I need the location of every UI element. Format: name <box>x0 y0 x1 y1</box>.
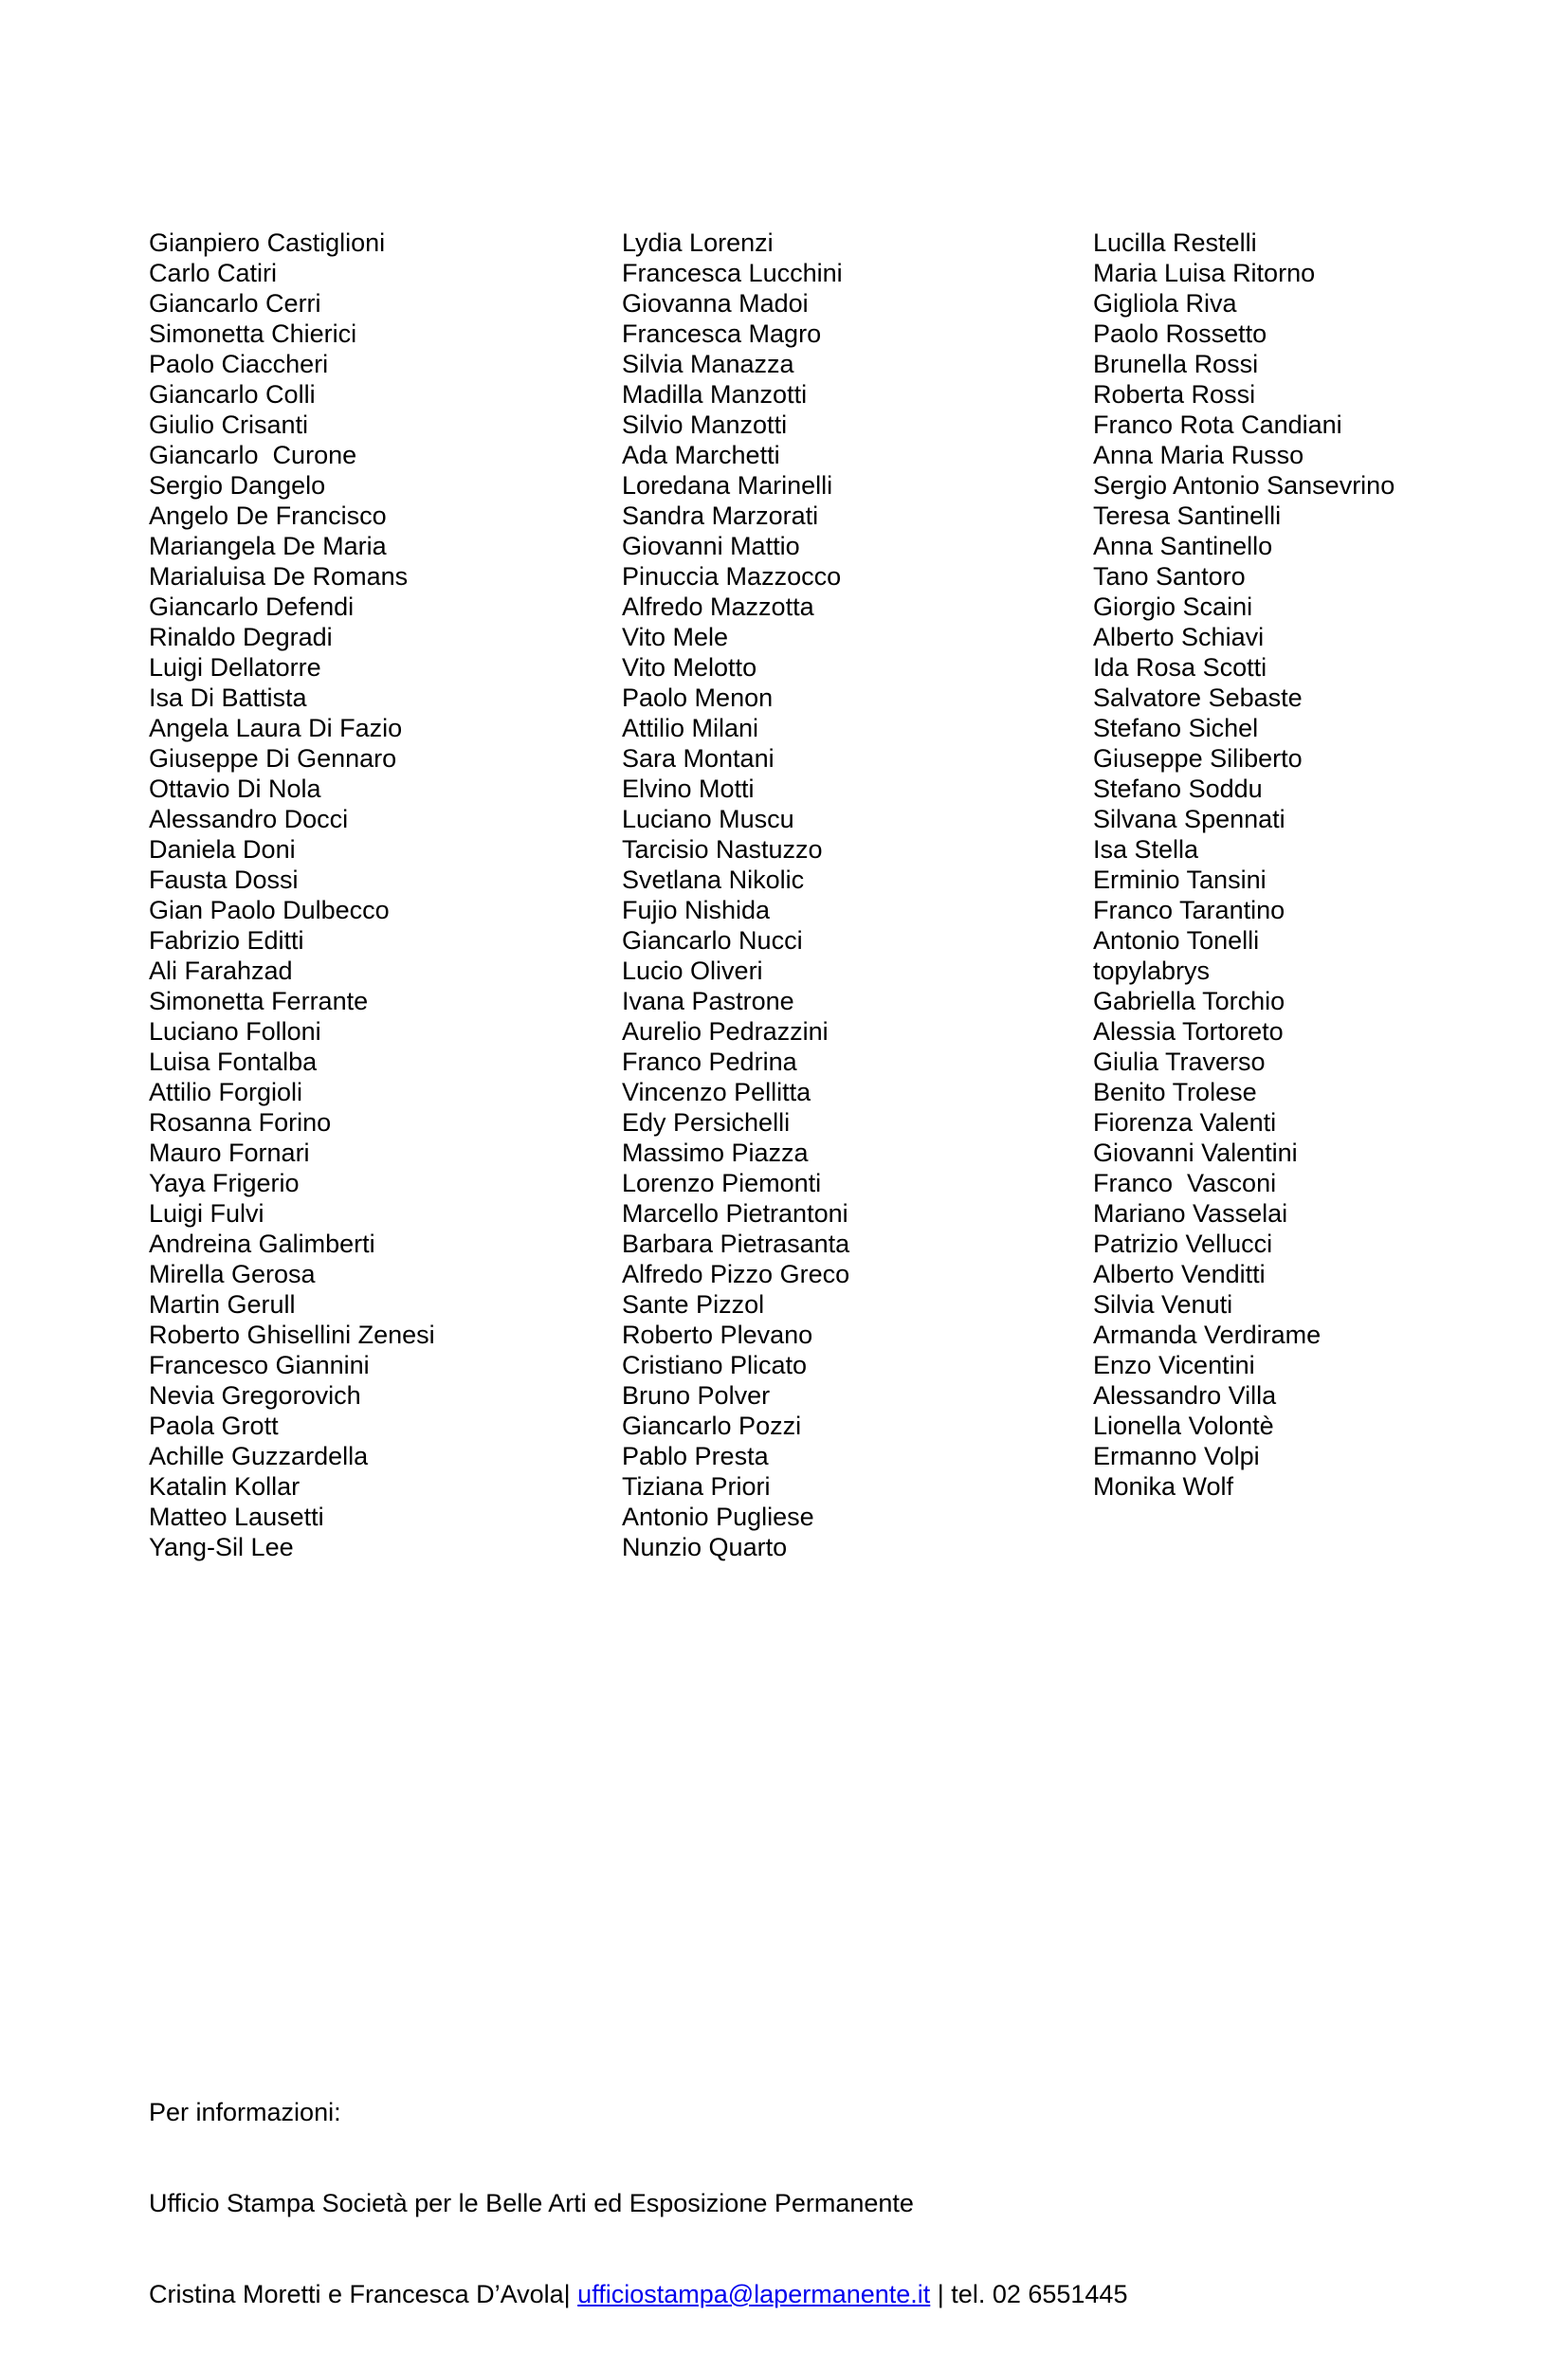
name-column-3 <box>1093 228 1395 1502</box>
list-item: Anna Santinello <box>1093 532 1273 560</box>
list-item: Mirella Gerosa <box>149 1260 316 1288</box>
list-item: Achille Guzzardella <box>149 1442 369 1470</box>
list-item: Stefano Sichel <box>1093 714 1259 742</box>
list-item: Pablo Presta <box>622 1442 769 1470</box>
list-item: Svetlana Nikolic <box>622 866 805 894</box>
list-item: Gian Paolo Dulbecco <box>149 896 390 924</box>
list-item: Attilio Forgioli <box>149 1078 303 1106</box>
list-item: Sante Pizzol <box>622 1290 765 1319</box>
list-item: Tarcisio Nastuzzo <box>622 835 823 864</box>
list-item: Isa Stella <box>1093 835 1199 864</box>
list-item: Franco Vasconi <box>1093 1169 1277 1197</box>
list-item: Tano Santoro <box>1093 562 1246 591</box>
list-item: Elvino Motti <box>622 775 755 803</box>
list-item: Ottavio Di Nola <box>149 775 321 803</box>
list-item: Antonio Tonelli <box>1093 926 1260 955</box>
list-item: Alberto Venditti <box>1093 1260 1266 1288</box>
footer-phone: | tel. 02 6551445 <box>930 2280 1128 2308</box>
list-item: Silvia Venuti <box>1093 1290 1233 1319</box>
list-item: Attilio Milani <box>622 714 759 742</box>
list-item: Martin Gerull <box>149 1290 296 1319</box>
list-item: Simonetta Chierici <box>149 319 357 348</box>
footer-contact-names: Cristina Moretti e Francesca D’Avola| <box>149 2280 578 2308</box>
list-item: Giovanna Madoi <box>622 289 809 318</box>
list-item: Giuseppe Di Gennaro <box>149 744 397 773</box>
list-item: Gabriella Torchio <box>1093 987 1285 1015</box>
list-item: Gianpiero Castiglioni <box>149 228 386 257</box>
list-item: Giulia Traverso <box>1093 1048 1266 1076</box>
list-item: Roberta Rossi <box>1093 380 1256 409</box>
list-item: Mariano Vasselai <box>1093 1199 1288 1228</box>
list-item: Giovanni Valentini <box>1093 1139 1298 1167</box>
list-item: Monika Wolf <box>1093 1472 1234 1501</box>
list-item: Giorgio Scaini <box>1093 592 1253 621</box>
list-item: Nunzio Quarto <box>622 1533 788 1561</box>
list-item: Ivana Pastrone <box>622 987 794 1015</box>
list-item: Ali Farahzad <box>149 957 293 985</box>
list-item: Alessandro Docci <box>149 805 349 833</box>
list-item: topylabrys <box>1093 957 1211 985</box>
list-item: Rosanna Forino <box>149 1108 332 1137</box>
list-item: Luigi Dellatorre <box>149 653 321 682</box>
list-item: Lucilla Restelli <box>1093 228 1257 257</box>
list-item: Vincenzo Pellitta <box>622 1078 811 1106</box>
list-item: Tiziana Priori <box>622 1472 771 1501</box>
list-item: Edy Persichelli <box>622 1108 791 1137</box>
list-item: Alfredo Mazzotta <box>622 592 814 621</box>
list-item: Giancarlo Nucci <box>622 926 803 955</box>
name-column-1 <box>149 228 435 1562</box>
list-item: Alberto Schiavi <box>1093 623 1265 651</box>
list-item: Roberto Ghisellini Zenesi <box>149 1321 435 1349</box>
list-item: Giulio Crisanti <box>149 410 309 439</box>
list-item: Nevia Gregorovich <box>149 1381 361 1410</box>
list-item: Fiorenza Valenti <box>1093 1108 1277 1137</box>
list-item: Francesco Giannini <box>149 1351 370 1379</box>
list-item: Mariangela De Maria <box>149 532 387 560</box>
list-item: Simonetta Ferrante <box>149 987 369 1015</box>
list-item: Sara Montani <box>622 744 775 773</box>
list-item: Angela Laura Di Fazio <box>149 714 403 742</box>
list-item: Daniela Doni <box>149 835 296 864</box>
list-item: Franco Tarantino <box>1093 896 1285 924</box>
list-item: Alessia Tortoreto <box>1093 1017 1284 1046</box>
list-item: Paolo Ciaccheri <box>149 350 329 378</box>
list-item: Vito Mele <box>622 623 729 651</box>
list-item: Giancarlo Cerri <box>149 289 321 318</box>
list-item: Gigliola Riva <box>1093 289 1237 318</box>
list-item: Sergio Antonio Sansevrino <box>1093 471 1395 500</box>
list-item: Aurelio Pedrazzini <box>622 1017 829 1046</box>
list-item: Giancarlo Pozzi <box>622 1412 802 1440</box>
list-item: Angelo De Francisco <box>149 501 387 530</box>
list-item: Fausta Dossi <box>149 866 299 894</box>
list-item: Giancarlo Defendi <box>149 592 355 621</box>
list-item: Yaya Frigerio <box>149 1169 300 1197</box>
email-link[interactable]: ufficiostampa@lapermanente.it <box>577 2280 931 2308</box>
list-item: Maria Luisa Ritorno <box>1093 259 1316 287</box>
list-item: Roberto Plevano <box>622 1321 813 1349</box>
list-item: Luciano Folloni <box>149 1017 321 1046</box>
list-item: Ermanno Volpi <box>1093 1442 1260 1470</box>
list-item: Luciano Muscu <box>622 805 794 833</box>
list-item: Silvia Manazza <box>622 350 794 378</box>
list-item: Ada Marchetti <box>622 441 780 469</box>
list-item: Francesca Magro <box>622 319 822 348</box>
list-item: Ida Rosa Scotti <box>1093 653 1267 682</box>
list-item: Teresa Santinelli <box>1093 501 1282 530</box>
list-item: Paola Grott <box>149 1412 279 1440</box>
list-item: Matteo Lausetti <box>149 1503 324 1531</box>
list-item: Silvana Spennati <box>1093 805 1285 833</box>
list-item: Carlo Catiri <box>149 259 278 287</box>
list-item: Vito Melotto <box>622 653 757 682</box>
list-item: Andreina Galimberti <box>149 1230 375 1258</box>
list-item: Barbara Pietrasanta <box>622 1230 850 1258</box>
list-item: Bruno Polver <box>622 1381 771 1410</box>
list-item: Francesca Lucchini <box>622 259 843 287</box>
list-item: Paolo Menon <box>622 684 774 712</box>
list-item: Patrizio Vellucci <box>1093 1230 1273 1258</box>
list-item: Luisa Fontalba <box>149 1048 318 1076</box>
footer-contact-block <box>149 2036 1127 2370</box>
list-item: Loredana Marinelli <box>622 471 833 500</box>
list-item: Stefano Soddu <box>1093 775 1263 803</box>
list-item: Paolo Rossetto <box>1093 319 1267 348</box>
list-item: Antonio Pugliese <box>622 1503 814 1531</box>
list-item: Mauro Fornari <box>149 1139 310 1167</box>
name-column-2 <box>622 228 849 1562</box>
list-item: Giovanni Mattio <box>622 532 800 560</box>
list-item: Franco Rota Candiani <box>1093 410 1342 439</box>
list-item: Sandra Marzorati <box>622 501 819 530</box>
list-item: Luigi Fulvi <box>149 1199 264 1228</box>
list-item: Anna Maria Russo <box>1093 441 1304 469</box>
list-item: Brunella Rossi <box>1093 350 1259 378</box>
list-item: Fujio Nishida <box>622 896 771 924</box>
list-item: Madilla Manzotti <box>622 380 808 409</box>
list-item: Cristiano Plicato <box>622 1351 808 1379</box>
footer-contacts-line <box>149 2279 1127 2309</box>
list-item: Salvatore Sebaste <box>1093 684 1303 712</box>
list-item: Marialuisa De Romans <box>149 562 409 591</box>
list-item: Massimo Piazza <box>622 1139 809 1167</box>
list-item: Lucio Oliveri <box>622 957 763 985</box>
list-item: Rinaldo Degradi <box>149 623 333 651</box>
list-item: Silvio Manzotti <box>622 410 788 439</box>
list-item: Pinuccia Mazzocco <box>622 562 842 591</box>
list-item: Lionella Volontè <box>1093 1412 1274 1440</box>
list-item: Giancarlo Colli <box>149 380 316 409</box>
list-item: Lydia Lorenzi <box>622 228 774 257</box>
list-item: Enzo Vicentini <box>1093 1351 1255 1379</box>
list-item: Sergio Dangelo <box>149 471 326 500</box>
list-item: Yang-Sil Lee <box>149 1533 294 1561</box>
footer-info-label: Per informazioni: <box>149 2098 341 2126</box>
list-item: Fabrizio Editti <box>149 926 304 955</box>
list-item: Alessandro Villa <box>1093 1381 1277 1410</box>
list-item: Giuseppe Siliberto <box>1093 744 1303 773</box>
footer-press-office: Ufficio Stampa Società per le Belle Arti ed Esposizione Permanente <box>149 2189 914 2217</box>
list-item: Giancarlo Curone <box>149 441 357 469</box>
list-item: Isa Di Battista <box>149 684 307 712</box>
list-item: Katalin Kollar <box>149 1472 301 1501</box>
list-item: Alfredo Pizzo Greco <box>622 1260 850 1288</box>
list-item: Franco Pedrina <box>622 1048 797 1076</box>
list-item: Lorenzo Piemonti <box>622 1169 822 1197</box>
list-item: Armanda Verdirame <box>1093 1321 1322 1349</box>
list-item: Marcello Pietrantoni <box>622 1199 848 1228</box>
list-item: Erminio Tansini <box>1093 866 1267 894</box>
list-item: Benito Trolese <box>1093 1078 1257 1106</box>
